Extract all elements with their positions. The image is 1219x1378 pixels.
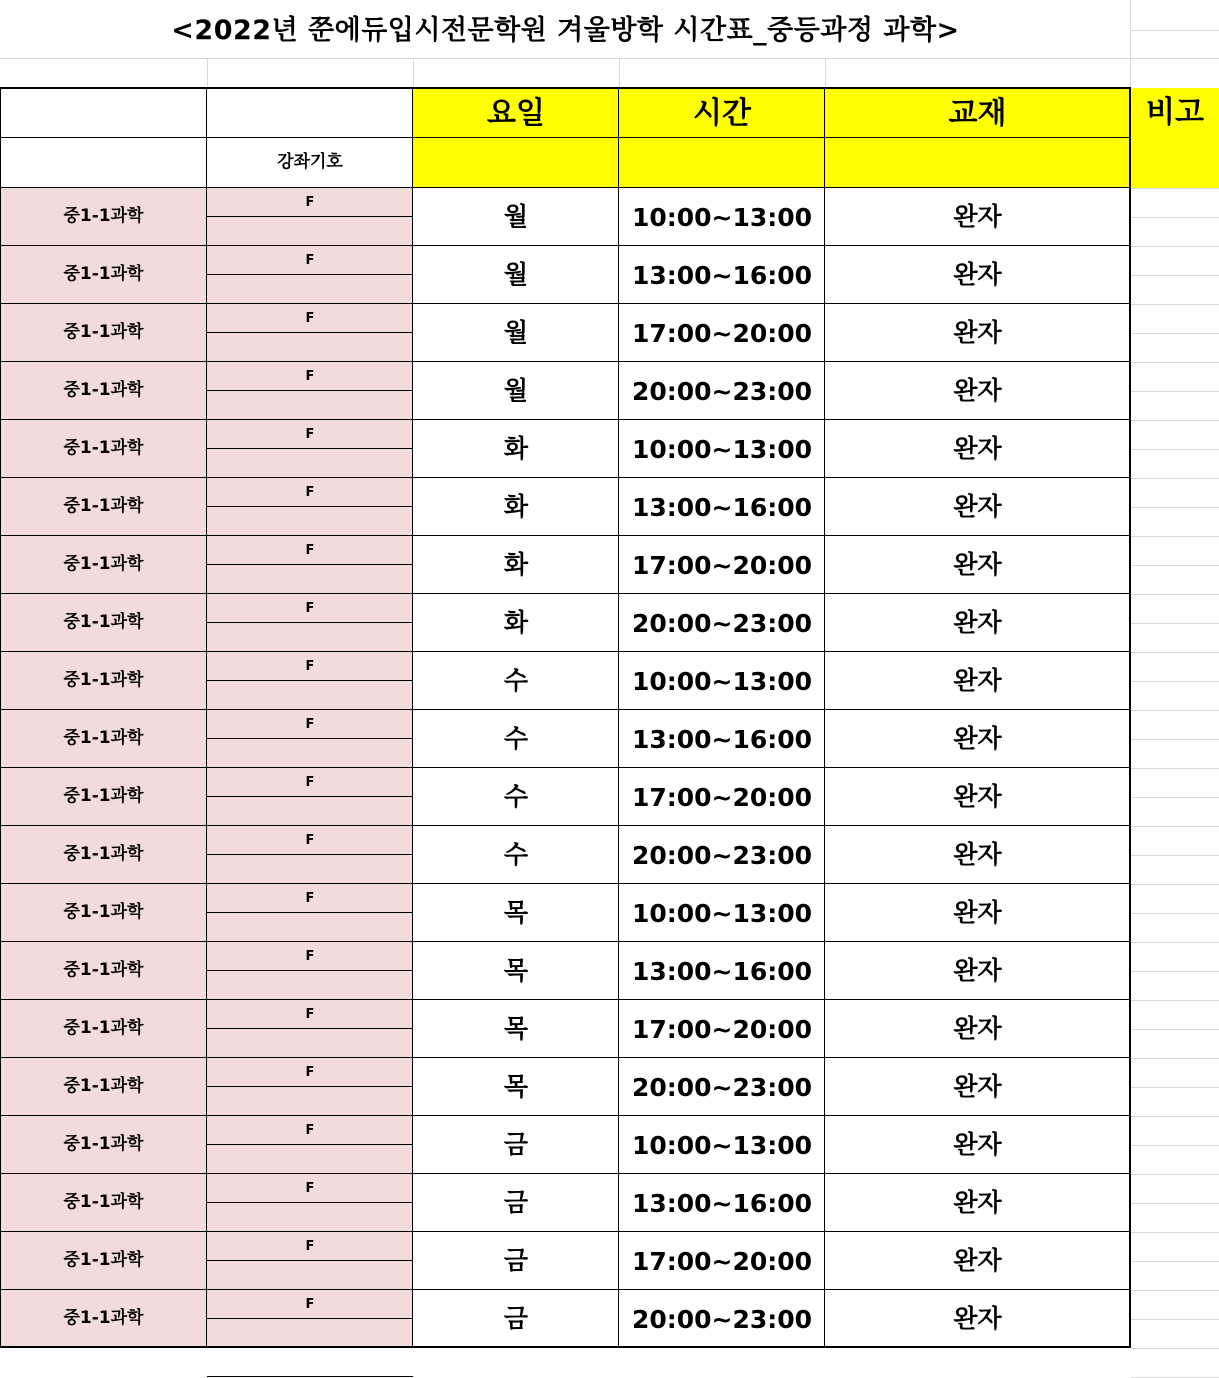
book-cell: 완자 xyxy=(953,898,1002,927)
border-h xyxy=(0,941,1131,942)
subject-cell: 중1-1과학 xyxy=(0,188,207,246)
border-h xyxy=(0,651,1131,652)
time-cell: 17:00~20:00 xyxy=(631,1247,813,1276)
time-cell: 10:00~13:00 xyxy=(631,899,813,928)
grid-h xyxy=(1131,855,1219,856)
subject-cell: 중1-1과학 xyxy=(0,246,207,304)
day-cell: 화 xyxy=(503,608,529,637)
grid-h xyxy=(1131,188,1219,189)
day-cell: 목 xyxy=(503,1014,529,1043)
book-cell: 완자 xyxy=(953,1246,1002,1275)
header-code: 강좌기호 xyxy=(277,152,343,172)
subject-cell: 중1-1과학 xyxy=(0,1058,207,1116)
border-h xyxy=(0,419,1131,420)
grid-h xyxy=(1131,1116,1219,1117)
lecture-code-sub-cell xyxy=(207,855,413,884)
border-v xyxy=(0,88,1,1348)
grid-h xyxy=(1131,1319,1219,1320)
lecture-code-sub-cell xyxy=(207,971,413,1000)
day-cell: 수 xyxy=(503,724,529,753)
book-cell: 완자 xyxy=(953,1130,1002,1159)
grid-h xyxy=(1131,1029,1219,1030)
grid-h xyxy=(1131,362,1219,363)
subject-cell: 중1-1과학 xyxy=(0,1232,207,1290)
border-h xyxy=(0,87,1131,89)
border-h xyxy=(207,506,413,507)
grid-h xyxy=(1131,1087,1219,1088)
header-day-sub xyxy=(413,138,619,188)
header-time: 시간 xyxy=(619,88,825,138)
subject-cell: 중1-1과학 xyxy=(0,652,207,710)
lecture-code-sub-cell xyxy=(207,391,413,420)
day-cell: 월 xyxy=(503,202,529,231)
border-h xyxy=(207,564,413,565)
book-cell: 완자 xyxy=(953,318,1002,347)
grid-h xyxy=(1131,768,1219,769)
lecture-code-cell: F xyxy=(207,768,413,797)
grid-h xyxy=(1131,1145,1219,1146)
header-book-sub xyxy=(825,138,1130,188)
time-cell: 17:00~20:00 xyxy=(631,551,813,580)
grid-h xyxy=(1131,1203,1219,1204)
lecture-code-sub-cell xyxy=(207,681,413,710)
border-h xyxy=(207,912,413,913)
grid-h xyxy=(1131,1058,1219,1059)
lecture-code-sub-cell xyxy=(207,217,413,246)
book-cell: 완자 xyxy=(953,260,1002,289)
grid-h xyxy=(1131,884,1219,885)
border-h xyxy=(413,137,1131,138)
border-h xyxy=(0,1057,1131,1058)
day-cell: 금 xyxy=(503,1246,529,1275)
grid-h xyxy=(1131,652,1219,653)
header-time-sub xyxy=(619,138,825,188)
lecture-code-cell: F xyxy=(207,1058,413,1087)
header-note: 비고 xyxy=(1131,88,1219,188)
border-h xyxy=(207,390,413,391)
grid-h xyxy=(1131,623,1219,624)
grid-h xyxy=(1131,391,1219,392)
border-h xyxy=(0,361,1131,362)
day-cell: 화 xyxy=(503,492,529,521)
grid-h xyxy=(1131,1261,1219,1262)
lecture-code-cell: F xyxy=(207,188,413,217)
grid-h xyxy=(1131,797,1219,798)
lecture-code-cell: F xyxy=(207,884,413,913)
grid-h xyxy=(1131,333,1219,334)
day-cell: 수 xyxy=(503,782,529,811)
border-h xyxy=(207,216,413,217)
lecture-code-sub-cell xyxy=(207,565,413,594)
border-v xyxy=(824,88,825,1348)
book-cell: 완자 xyxy=(953,1188,1002,1217)
book-cell: 완자 xyxy=(953,956,1002,985)
border-h xyxy=(207,1260,413,1261)
day-cell: 화 xyxy=(503,434,529,463)
book-cell: 완자 xyxy=(953,434,1002,463)
grid-h xyxy=(1131,449,1219,450)
subject-cell: 중1-1과학 xyxy=(0,942,207,1000)
subject-cell: 중1-1과학 xyxy=(0,594,207,652)
subject-cell: 중1-1과학 xyxy=(0,826,207,884)
border-h xyxy=(207,1144,413,1145)
grid-h xyxy=(1131,913,1219,914)
time-cell: 10:00~13:00 xyxy=(631,435,813,464)
border-h xyxy=(207,274,413,275)
time-cell: 20:00~23:00 xyxy=(631,609,813,638)
border-v xyxy=(206,88,207,1348)
grid-h xyxy=(1131,942,1219,943)
border-h xyxy=(0,303,1131,304)
time-cell: 13:00~16:00 xyxy=(631,493,813,522)
border-h xyxy=(0,767,1131,768)
grid-h xyxy=(1131,420,1219,421)
grid-h xyxy=(1131,507,1219,508)
border-v xyxy=(412,88,413,1348)
grid-h xyxy=(1131,971,1219,972)
lecture-code-sub-cell xyxy=(207,507,413,536)
time-cell: 13:00~16:00 xyxy=(631,725,813,754)
border-h xyxy=(207,1202,413,1203)
lecture-code-cell: F xyxy=(207,652,413,681)
book-cell: 완자 xyxy=(953,202,1002,231)
grid-h xyxy=(1131,826,1219,827)
day-cell: 수 xyxy=(503,666,529,695)
border-h xyxy=(207,622,413,623)
time-cell: 10:00~13:00 xyxy=(631,1131,813,1160)
grid-h xyxy=(1131,217,1219,218)
time-cell: 20:00~23:00 xyxy=(631,1305,813,1334)
border-h xyxy=(0,1289,1131,1290)
lecture-code-sub-cell xyxy=(207,275,413,304)
border-h xyxy=(0,825,1131,826)
day-cell: 금 xyxy=(503,1130,529,1159)
book-cell: 완자 xyxy=(953,666,1002,695)
border-h xyxy=(0,593,1131,594)
grid-h xyxy=(1131,304,1219,305)
lecture-code-sub-cell xyxy=(207,1145,413,1174)
subject-cell: 중1-1과학 xyxy=(0,420,207,478)
lecture-code-cell: F xyxy=(207,1116,413,1145)
book-cell: 완자 xyxy=(953,724,1002,753)
border-h xyxy=(0,1231,1131,1232)
grid-h xyxy=(1131,1174,1219,1175)
lecture-code-sub-cell xyxy=(207,333,413,362)
time-cell: 20:00~23:00 xyxy=(631,841,813,870)
grid-h xyxy=(1131,30,1219,31)
border-v xyxy=(1129,88,1131,1348)
border-h xyxy=(0,709,1131,710)
grid-h xyxy=(1131,681,1219,682)
border-h xyxy=(0,1173,1131,1174)
book-cell: 완자 xyxy=(953,840,1002,869)
border-h xyxy=(0,999,1131,1000)
day-cell: 월 xyxy=(503,376,529,405)
border-h xyxy=(207,332,413,333)
grid-h xyxy=(1131,739,1219,740)
subject-cell: 중1-1과학 xyxy=(0,478,207,536)
grid-h xyxy=(1131,246,1219,247)
lecture-code-sub-cell xyxy=(207,1087,413,1116)
grid-h xyxy=(0,58,1219,59)
border-h xyxy=(207,796,413,797)
book-cell: 완자 xyxy=(953,1014,1002,1043)
lecture-code-sub-cell xyxy=(207,1203,413,1232)
lecture-code-cell: F xyxy=(207,304,413,333)
border-h xyxy=(0,883,1131,884)
book-cell: 완자 xyxy=(953,1072,1002,1101)
lecture-code-cell: F xyxy=(207,1174,413,1203)
time-cell: 20:00~23:00 xyxy=(631,1073,813,1102)
grid-h xyxy=(1131,710,1219,711)
day-cell: 월 xyxy=(503,260,529,289)
day-cell: 목 xyxy=(503,898,529,927)
subject-cell: 중1-1과학 xyxy=(0,1290,207,1348)
lecture-code-sub-cell xyxy=(207,1261,413,1290)
border-h xyxy=(0,477,1131,478)
grid-v xyxy=(413,58,414,88)
book-cell: 완자 xyxy=(953,1304,1002,1333)
book-cell: 완자 xyxy=(953,782,1002,811)
grid-v xyxy=(825,58,826,88)
day-cell: 목 xyxy=(503,1072,529,1101)
border-h xyxy=(207,1028,413,1029)
grid-h xyxy=(1131,594,1219,595)
time-cell: 10:00~13:00 xyxy=(631,203,813,232)
lecture-code-cell: F xyxy=(207,478,413,507)
time-cell: 13:00~16:00 xyxy=(631,957,813,986)
border-h xyxy=(207,680,413,681)
subject-cell: 중1-1과학 xyxy=(0,884,207,942)
subject-cell: 중1-1과학 xyxy=(0,1000,207,1058)
lecture-code-sub-cell xyxy=(207,1029,413,1058)
day-cell: 수 xyxy=(503,840,529,869)
grid-h xyxy=(1131,478,1219,479)
header-day: 요일 xyxy=(413,88,619,138)
subject-cell: 중1-1과학 xyxy=(0,1174,207,1232)
time-cell: 20:00~23:00 xyxy=(631,377,813,406)
border-h xyxy=(0,245,1131,246)
lecture-code-sub-cell xyxy=(207,449,413,478)
lecture-code-cell: F xyxy=(207,1000,413,1029)
lecture-code-cell: F xyxy=(207,710,413,739)
time-cell: 13:00~16:00 xyxy=(631,1189,813,1218)
lecture-code-cell: F xyxy=(207,1232,413,1261)
subject-cell: 중1-1과학 xyxy=(0,710,207,768)
border-h xyxy=(207,448,413,449)
lecture-code-sub-cell xyxy=(207,1319,413,1348)
time-cell: 17:00~20:00 xyxy=(631,783,813,812)
border-v xyxy=(618,88,619,1348)
subject-cell: 중1-1과학 xyxy=(0,304,207,362)
day-cell: 금 xyxy=(503,1304,529,1333)
day-cell: 화 xyxy=(503,550,529,579)
subject-cell: 중1-1과학 xyxy=(0,768,207,826)
border-h xyxy=(0,1346,1131,1348)
day-cell: 금 xyxy=(503,1188,529,1217)
subject-cell: 중1-1과학 xyxy=(0,536,207,594)
lecture-code-cell: F xyxy=(207,362,413,391)
lecture-code-sub-cell xyxy=(207,797,413,826)
border-h xyxy=(0,187,1131,188)
grid-h xyxy=(1131,565,1219,566)
grid-v xyxy=(1130,0,1131,88)
day-cell: 월 xyxy=(503,318,529,347)
book-cell: 완자 xyxy=(953,376,1002,405)
lecture-code-cell: F xyxy=(207,420,413,449)
grid-h xyxy=(1131,1000,1219,1001)
lecture-code-cell: F xyxy=(207,1290,413,1319)
lecture-code-cell: F xyxy=(207,942,413,971)
time-cell: 17:00~20:00 xyxy=(631,319,813,348)
lecture-code-cell: F xyxy=(207,826,413,855)
border-h xyxy=(0,535,1131,536)
border-h xyxy=(207,1376,413,1377)
grid-h xyxy=(1131,1290,1219,1291)
lecture-code-sub-cell xyxy=(207,913,413,942)
subject-cell: 중1-1과학 xyxy=(0,362,207,420)
subject-cell: 중1-1과학 xyxy=(0,1116,207,1174)
book-cell: 완자 xyxy=(953,550,1002,579)
lecture-code-cell: F xyxy=(207,246,413,275)
border-h xyxy=(207,1318,413,1319)
grid-h xyxy=(1131,1232,1219,1233)
lecture-code-sub-cell xyxy=(207,739,413,768)
time-cell: 13:00~16:00 xyxy=(631,261,813,290)
book-cell: 완자 xyxy=(953,492,1002,521)
lecture-code-cell: F xyxy=(207,536,413,565)
day-cell: 목 xyxy=(503,956,529,985)
header-book: 교재 xyxy=(825,88,1130,138)
border-h xyxy=(207,970,413,971)
grid-h xyxy=(1131,275,1219,276)
border-h xyxy=(207,738,413,739)
page-title: <2022년 쭌에듀입시전문학원 겨울방학 시간표_중등과정 과학> xyxy=(171,15,960,46)
grid-v xyxy=(207,58,208,88)
border-h xyxy=(207,854,413,855)
grid-h xyxy=(1131,536,1219,537)
lecture-code-cell: F xyxy=(207,594,413,623)
time-cell: 17:00~20:00 xyxy=(631,1015,813,1044)
time-cell: 10:00~13:00 xyxy=(631,667,813,696)
grid-v xyxy=(619,58,620,88)
book-cell: 완자 xyxy=(953,608,1002,637)
border-h xyxy=(207,1086,413,1087)
border-h xyxy=(0,1115,1131,1116)
lecture-code-sub-cell xyxy=(207,623,413,652)
